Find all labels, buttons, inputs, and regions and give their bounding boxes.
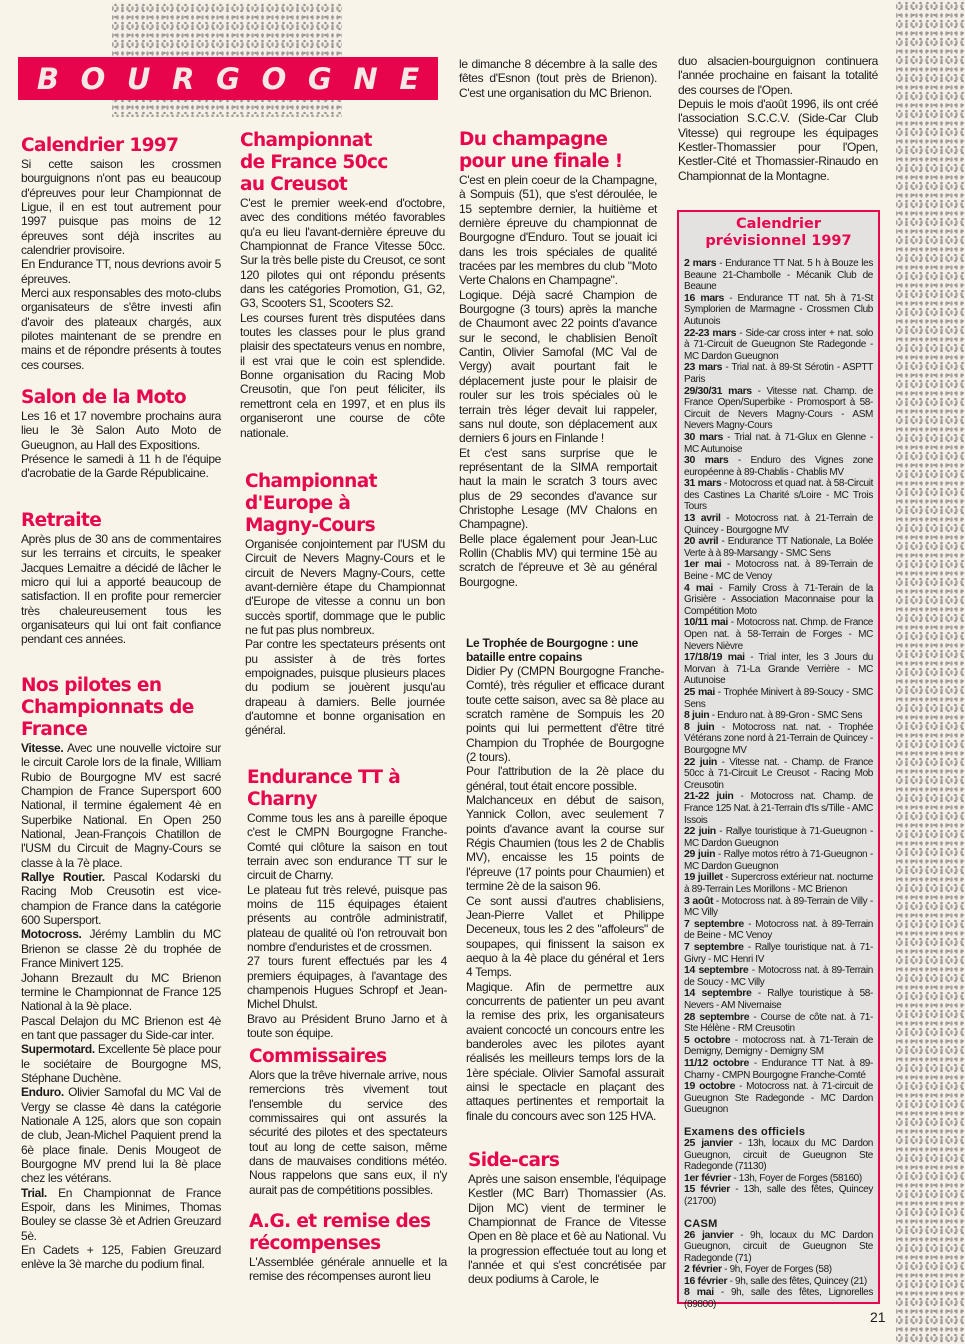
paragraph-lead: Enduro. — [21, 1085, 64, 1100]
banner-letter: N — [353, 61, 378, 96]
calendar-entry-text: Vitesse nat. - Champ. de France 50cc à 71-Circuit Le Creusot - Racing Mob Creusotin — [684, 756, 874, 791]
calendar-entry — [684, 1184, 873, 1207]
calendar-entry — [684, 455, 873, 478]
calendar-title: Calendrier prévisionnel 1997 — [705, 216, 852, 249]
calendar-entry-text: 9h, salle des fêtes, Quincey (21) — [735, 1275, 867, 1287]
calendar-entry-date: 16 mars — [684, 291, 725, 304]
separator: - — [713, 895, 722, 907]
article-retraite — [21, 510, 221, 647]
separator: - — [717, 756, 730, 768]
calendar-entry — [684, 559, 873, 582]
paragraph-lead: Motocross. — [21, 927, 82, 942]
calendar-entry-date: 1er mai — [684, 558, 722, 571]
calendar-entry-date: 5 octobre — [684, 1033, 731, 1046]
separator: - — [715, 849, 724, 861]
calendar-entry-date: 31 mars — [684, 477, 722, 490]
calendar-entry-text: Motocross nat. nat. - Trophée Vétérans zone nord à 21-Terrain de Quincey - Bourgogne MV — [684, 721, 873, 756]
paragraph-text: En Championnat de France Espoir, dans les Minimes, Thomas Bouley se classe 3è et Adrien Greuzard 5è. — [21, 1185, 221, 1243]
paragraph — [21, 870, 221, 927]
calendar-entry-text: Enduro des Vignes zone européenne à 89-Chablis - Chablis MV — [684, 455, 873, 478]
calendar-entry-date: 8 juin — [684, 709, 710, 722]
paragraph — [21, 971, 221, 1014]
calendar-entry-date: 26 janvier — [684, 1228, 734, 1241]
paragraph: Présence le samedi à 11 h de l'équipe d'acrobatie de la Garde Républicaine. — [21, 452, 221, 481]
paragraph: 27 tours furent effectués par les 4 premiers équipages, à l'avantage des champenois Hugues Schropf et Jean-Michel Dhulst. — [247, 954, 447, 1012]
separator: - — [733, 791, 751, 803]
calendar-entry-text: Motocross nat. à 71-circuit de Gueugnon Ste Radegonde - MC Dardon Gueugnon — [684, 1081, 873, 1116]
calendar-entry-text: Enduro nat. à 89-Gron - SMC Sens — [717, 710, 863, 722]
section-banner — [18, 57, 438, 100]
calendar-entry — [684, 757, 873, 792]
calendar-entry-text: Motocross nat. Chmp. de France Open nat. à 58-Terrain de Forges - MC Nevers Nièvre — [684, 617, 873, 652]
calendar-entry-date: 19 juillet — [684, 871, 723, 884]
calendar-entry-text: Rallye touristique à 58-Nevers - AM Nivernaise — [684, 988, 873, 1011]
banner-letter: G — [307, 61, 332, 96]
calendar-entry — [684, 386, 873, 432]
calendar-entry-text: Endurance TT Nat. à 89-Charny - CMPN Bourgogne Franche-Comté — [684, 1057, 873, 1081]
separator: - — [714, 686, 724, 698]
calendar-entry — [684, 791, 873, 826]
banner-letter: O — [261, 61, 287, 96]
speckle-texture-right-edge — [896, 0, 965, 1344]
separator: - — [751, 385, 767, 397]
separator: - — [749, 1057, 762, 1069]
calendar-entry-text: Motocross nat. Champ. de France 125 Nat. à 21-Terrain d'Is s/Tille - AMC Issois — [684, 791, 873, 826]
paragraph-lead: Supermotard. — [21, 1042, 95, 1057]
article-sidecars — [468, 1150, 666, 1287]
calendar-entry — [684, 293, 873, 328]
article-calendrier — [21, 135, 221, 372]
paragraph: Et c'est sans surprise que le représentant de la SIMA remportait haut la main le scratch 3 tours avec plus de 29 secondes d'avance sur Christophe Lesage (MV Chalons en Champagne). — [459, 445, 657, 532]
paragraph-text: En Cadets + 125, Fabien Greuzard enlève la 3è marche du podium final. — [21, 1243, 221, 1272]
calendar-entry — [684, 478, 873, 513]
calendar-entry-text: Endurance TT Nat. 5 h à Bouze les Beaune 21-Chambolle - Mécanik Club de Beaune — [684, 258, 873, 293]
calendar-entry-text: Motocross nat. à 89-Terrain de Beine - MC de Venoy — [684, 559, 874, 583]
paragraph: Bravo au Président Bruno Jarno et à toute son équipe. — [247, 1011, 447, 1041]
separator: - — [721, 559, 736, 571]
article-champagne — [459, 129, 657, 589]
article-title: Endurance TT à Charny — [247, 767, 401, 810]
calendar-entry-date: 2 février — [684, 1263, 722, 1276]
calendar-entry-text: 13h, Foyer de Forges (58160) — [738, 1172, 862, 1184]
banner-letter: R — [172, 61, 195, 96]
calendar-entry-date: 25 mai — [684, 685, 715, 698]
article-title: Championnat d'Europe à Magny-Cours — [245, 471, 377, 536]
calendar-entry-text: 13h, salle des fêtes, Quincey (21700) — [684, 1184, 873, 1207]
article-title: Du champagne pour une finale ! — [459, 129, 623, 172]
subheading: Le Trophée de Bourgogne : une bataille entre copains — [466, 636, 638, 664]
calendar-entry — [684, 617, 873, 652]
paragraph-text: Johann Brezault du MC Brienon termine le Championnat de France 125 National à la 9è place. — [21, 970, 221, 1014]
paragraph: En Endurance TT, nous devrions avoir 5 épreuves. — [21, 257, 221, 286]
separator: - — [721, 1264, 730, 1276]
calendar-entry-date: 3 août — [684, 894, 714, 907]
separator: - — [713, 1287, 731, 1299]
calendar-entry-date: 2 mars — [684, 257, 717, 269]
paragraph: Les 16 et 17 novembre prochains aura lieu le 3è Salon Auto Moto de Gueugnon, au Hall des Expositions. — [21, 409, 221, 452]
paragraph: Comme tous les ans à pareille époque c'est le CMPN Bourgogne Franche-Comté qui clôture la saison en tout terrain avec son endurance TT sur le circuit de Charny. — [247, 811, 447, 883]
paragraph: Malchanceux en début de saison, Yannick Collon, avec seulement 7 points d'avance avant la course sur Régis Chaumien (tous les 2 de Chablis MV), encaisse les 15 points de l'épreuve (17 points pour Chaumien) et termine 2è de la saison 96. — [466, 793, 664, 894]
calendar-entry-date: 15 février — [684, 1183, 731, 1196]
paragraph: Pour l'attribution de la 2è place du général, tout était encore possible. — [466, 764, 664, 793]
calendar-entry-date: 20 avril — [684, 535, 719, 548]
calendar-section — [684, 1126, 873, 1208]
paragraph: C'est le premier week-end d'octobre, avec des conditions météo favorables qu'a eu lieu l'avant-dernière épreuve du Championnat de France Vitesse 50cc. Sur la très belle piste du Creusot, ce sont 120 pilotes qui ont répondu présents dans les catégories Promotion, G1, G2, G3, Scooters S1, Scooters S2. — [240, 196, 445, 311]
article-title: Salon de la Moto — [21, 387, 187, 408]
calendar-entry — [684, 687, 873, 710]
calendar-entry — [684, 328, 873, 363]
separator: - — [736, 327, 746, 339]
calendar-entry-text: Motocross nat. à 89-Terrain de Soucy - MC Villy — [684, 965, 873, 988]
calendar-entry-date: 8 juin — [684, 720, 715, 733]
article-trophee — [466, 636, 664, 1123]
banner-letter: E — [399, 61, 420, 96]
article-commissaires — [249, 1046, 447, 1197]
paragraph: Alors que la trêve hivernale arrive, nous remercions très vivement tout l'ensemble du service des commissaires qui ont assurés la sécurité des pilotes et des spectateurs tout au long de cette saison, même dans de mauvaises conditions météo. Nous rappelons que sans eux, il n'y aurait pas de compétitions possibles. — [249, 1068, 447, 1197]
separator: - — [712, 582, 729, 594]
calendar-entry-date: 16 février — [684, 1274, 728, 1287]
calendar-entry-date: 29 juin — [684, 848, 716, 861]
paragraph: Les courses furent très disputées dans toutes les classes pour le plus grand plaisir des spectateurs venus en nombre, il est vrai que le coin est splendide. Bonne organisation du Racing Mob Creusotin, que l'on peut féliciter, ils remettront cela en 1997, et en plus ils organiseront une course de côte nationale. — [240, 310, 445, 440]
calendar-entry-text: Motocross et quad nat. à 58-Circuit des Castines La Charité s/Loire - MC Trois Tours — [684, 478, 873, 513]
article-title: Side-cars — [468, 1150, 560, 1171]
calendar-entry-date: 22 juin — [684, 825, 716, 838]
paragraph: Après une saison ensemble, l'équipage Kestler (MC Barr) Thomassier (As. Dijon MC) vient de terminer le Championnat de France de Vitesse Open en 8è place et 6è au National. Vu la progression effectuée tout au long et l'année et qui s'est concrétisée par deux podiums à Carole, le — [468, 1172, 666, 1287]
calendar-entry — [684, 536, 873, 559]
separator: - — [733, 1229, 751, 1241]
banner-letter: B — [36, 61, 59, 96]
calendar-entry-date: 10/11 mai — [684, 616, 728, 629]
calendar-entry — [684, 432, 873, 455]
article-title: Commissaires — [249, 1046, 387, 1067]
calendar-entry — [684, 1058, 873, 1081]
paragraph — [21, 1042, 221, 1085]
article-ag — [249, 1211, 447, 1284]
separator: - — [714, 721, 733, 733]
paragraph: Logique. Déjà sacré Champion de Bourgogne (3 tours) après la manche de Chaumont avec 22 points d'avance sur le second, le chablisien Benoît Cantin, Olivier Samofal (MC Val de Vergy) avait pourtant fait le déplacement juste pour le plaisir de rouler sur les trois spéciales où le terrain très léger devait lui rappeler, sans nul doute, son déplacement aux derniers 6 jours en Finlande ! — [459, 287, 657, 446]
calendar-entry — [684, 872, 873, 895]
paragraph: Depuis le mois d'août 1996, ils ont créé l'association S.C.C.V. (Side-Car Club Vitesse) qui regroupe les équipages Kestler-Thomassier pour l'Open, Kestler-Cité et Thomassier-Rinaudo en Championnat de la Montagne. — [678, 97, 878, 183]
separator: - — [715, 826, 726, 838]
calendar-entry — [684, 652, 873, 687]
calendar-entry — [684, 1081, 873, 1116]
separator: - — [716, 258, 726, 269]
calendar-entry-text: 9h, salle des fêtes, Lignorelles (89800) — [684, 1287, 873, 1311]
paragraph: L'Assemblée générale annuelle et la remise des récompenses auront lieu — [249, 1255, 447, 1284]
calendar-entry-text: Supercross extérieur nat. nocturne à 89-Terrain Les Morillons - MC Brienon — [684, 872, 873, 896]
calendar-entry-date: 7 septembre — [684, 941, 744, 954]
calendar-entry-date: 13 avril — [684, 512, 721, 525]
separator: - — [722, 431, 735, 443]
pilotes-paragraphs — [21, 741, 221, 1272]
calendar-entry-date: 28 septembre — [684, 1010, 750, 1023]
calendar-entry — [684, 1012, 873, 1035]
banner-letter: U — [126, 61, 151, 96]
separator: - — [718, 536, 728, 548]
calendar-entry-text: Motocross nat. à 89-Terrain de Villy - MC Villy — [684, 895, 873, 919]
calendar-entry-text: 9h, Foyer de Forges (58) — [729, 1264, 832, 1276]
calendar-entry-text: Course de côte nat. à 71-Ste Hélène - RM Creusotin — [684, 1011, 873, 1035]
paragraph: Magique. Afin de permettre aux concurrents de patienter un peu avant la remise des prix, les organisateurs avaient concocté un concours entre les banderoles avec les pilotes ayant réalisés les meilleurs temps lors de la 1ère spéciale. Olivier Samofal assurait ainsi le spectacle en plaçant des attaques pertinentes et remportait la finale du concours avec son 125 HVA. — [466, 979, 664, 1123]
calendar-entry-text: Motocross nat. à 21-Terrain de Quincey - Bourgogne MV — [684, 513, 874, 536]
paragraph: C'est en plein coeur de la Champagne, à Sompuis (51), que s'est déroulée, le 15 septembre dernier, la huitième et dernière épreuve du championnat de Bourgogne d'Enduro. Tout se jouait ici dans les trois spéciales de qualité tracées par les membres du club "Moto Verte Chalons en Champagne". — [459, 173, 657, 288]
separator: - — [724, 292, 738, 304]
calendar-entry-text: Endurance TT nat. 5h à 71-St Symplorien de Marmagne - Crossmen Club Autunois — [684, 292, 873, 327]
article-creusot — [240, 130, 445, 440]
paragraph: Par contre les spectateurs présents ont pu assister à de très fortes empoignades, puisque plusieurs places du podium se jouèrent jusqu'au drapeau à damiers. Belle journée d'automne et bonne organisation en général. — [245, 637, 445, 738]
calendar-entry-text: Vitesse nat. Champ. de France Open/Superbike - Promosport à 58-Circuit de Nevers Magny-Cours - ASM Nevers Magny-Cours — [684, 385, 873, 432]
calendar-section — [684, 1218, 873, 1311]
separator: - — [727, 617, 737, 629]
calendar-entry-date: 8 mai — [684, 1286, 714, 1299]
paragraph — [21, 1186, 221, 1243]
calendar-sections — [684, 1126, 873, 1311]
calendar-entries — [684, 258, 873, 1116]
calendar-entry-date: 30 mars — [684, 430, 723, 443]
paragraph: Belle place également pour Jean-Luc Rollin (Chablis MV) qui termine 15è au scratch de l'épreuve et 3è au général Bourgogne. — [459, 531, 657, 589]
article-pilotes — [21, 675, 221, 1272]
calendar-entry-date: 7 septembre — [684, 917, 744, 930]
separator: - — [732, 1137, 748, 1149]
calendar-entry — [684, 826, 873, 849]
calendar-section-title: Examens des officiels — [684, 1125, 806, 1138]
separator: - — [721, 478, 730, 490]
calendar-entry-text: 13h, locaux du MC Dardon Gueugnon, circuit de Gueugnon Ste Radegonde (71130) — [684, 1137, 874, 1173]
calendar-entry-text: Rallye touristique à 71-Gueugnon - MC Dardon Gueugnon — [684, 826, 874, 849]
paragraph — [21, 1243, 221, 1272]
calendar-entry — [684, 1035, 873, 1058]
paragraph-text: Pascal Kodarski du Racing Mob Creusotin est vice-champion de France dans la catégorie 600 Supersport. — [21, 870, 221, 928]
article-title: Calendrier 1997 — [21, 135, 179, 156]
paragraph: Organisée conjointement par l'USM du Circuit de Nevers Magny-Cours et le circuit de Nevers Magny-Cours, cette avant-dernière étape du Championnat d'Europe de vitesse a connu un bon succès sportif, dommage que le public ne fut pas plus nombreux. — [245, 537, 445, 638]
article-title: Nos pilotes en Championnats de France — [21, 675, 194, 740]
calendar-section-title: CASM — [684, 1217, 718, 1230]
calendar-entry-date: 23 mars — [684, 361, 723, 374]
separator: - — [722, 872, 731, 884]
calendar-entry — [684, 896, 873, 919]
calendar-entry-text: Motocross nat. à 89-Terrain de Beine - MC Venoy — [684, 918, 873, 942]
calendar-entry-text: Trial inter, les 3 Jours du Morvan à 71-La Grande Verrière - MC Autunoise — [684, 652, 873, 687]
separator: - — [748, 965, 759, 977]
calendar-entry — [684, 919, 873, 942]
separator: - — [749, 1011, 761, 1023]
paragraph: Merci aux responsables des moto-clubs organisateurs de s'être investi afin d'avoir des plateaux chargés, aux pilotes maintenant de se prendre en mains et de répondre présents à toutes ces courses. — [21, 286, 221, 372]
calendar-entry-text: Rallye motos rétro à 71-Gueugnon - MC Dardon Gueugnon — [684, 849, 873, 872]
calendar-entry-date: 22-23 mars — [684, 326, 737, 339]
paragraph: Le plateau fut très relevé, puisque pas moins de 115 équipages étaient présents au contrôle administratif, plateau de qualité où l'on retrouvait bon nombre d'enduristes et de crossmen. — [247, 882, 447, 955]
banner-letter: O — [80, 61, 106, 96]
page-number: 21 — [870, 1309, 886, 1325]
calendar-box — [677, 210, 880, 1311]
paragraph-lead: Trial. — [21, 1185, 47, 1200]
calendar-entry — [684, 1138, 873, 1173]
calendar-entry — [684, 1230, 873, 1265]
paragraph — [21, 1014, 221, 1043]
article-europe — [245, 471, 445, 738]
calendar-entry-date: 11/12 octobre — [684, 1056, 749, 1069]
calendar-entry-date: 14 septembre — [684, 964, 749, 977]
calendar-entry-date: 1er février — [684, 1171, 731, 1184]
separator: - — [730, 1184, 744, 1196]
paragraph — [21, 741, 221, 870]
paragraph-text: Excellente 5è place pour le sociétaire de Bourgogne MS, Stéphane Duchène. — [21, 1042, 221, 1085]
calendar-entry — [684, 258, 873, 293]
separator: - — [727, 1275, 736, 1287]
article-ag-continued — [459, 57, 657, 100]
calendar-entry-date: 14 septembre — [684, 987, 752, 1000]
paragraph: Ce sont aussi d'autres chablisiens, Jean-Pierre Vallet et Philippe Deceneux, tous les 2 des "affoleurs" de soupapes, qui finissent la saison ex aequo à la 4è place du général et 1ers 4 Temps. — [466, 893, 664, 980]
calendar-entry — [684, 1287, 873, 1310]
calendar-entry-text: Endurance TT Nationale, La Bolée Verte à à 89-Marsangy - SMC Sens — [684, 536, 873, 559]
paragraph: duo alsacien-bourguignon continuera l'année prochaine en faisant la totalité des courses de l'Open. — [678, 54, 878, 97]
paragraph-text: Olivier Samofal du MC Val de Vergy se classe 4è dans la catégorie Nationale A 125, alors que son copain de club, Jean-Michel Paquient prend la 6è place finale. Denis Mougeot de Bourgogne MV prend lui la 8è place chez les vétérans. — [21, 1085, 221, 1186]
calendar-entry-date: 17/18/19 mai — [684, 651, 745, 664]
calendar-entry — [684, 849, 873, 872]
article-sidecars-continued — [678, 54, 878, 183]
calendar-entry-text: motocross nat. à 71-Terain de Demigny, Demigny - Demigny SM — [684, 1034, 873, 1058]
calendar-entry-text: Trial nat. à 89-St Sérotin - ASPTT Paris — [684, 362, 874, 385]
banner-letter: G — [216, 61, 240, 96]
calendar-entry-text: Family Cross à 71-Terain de la Grisière - Association Maconnaise pour la Compétition Moto — [684, 582, 873, 617]
calendar-entry — [684, 583, 873, 618]
paragraph: le dimanche 8 décembre à la salle des fêtes d'Esnon (tout près de Brienon). C'est une organisation du MC Brienon. — [459, 57, 657, 100]
paragraph — [21, 1085, 221, 1185]
calendar-entry-date: 22 juin — [684, 755, 717, 768]
calendar-entry-text: Rallye touristique nat. à 71-Givry - MC Henri IV — [684, 942, 873, 965]
calendar-entry — [684, 965, 873, 988]
paragraph-lead: Rallye Routier. — [21, 870, 105, 885]
separator: - — [735, 1081, 747, 1093]
calendar-entry-date: 25 janvier — [684, 1136, 733, 1149]
separator: - — [744, 652, 759, 664]
calendar-entry — [684, 988, 873, 1011]
separator: - — [743, 942, 755, 954]
calendar-entry — [684, 722, 873, 757]
article-title: Championnat de France 50cc au Creusot — [240, 130, 388, 195]
calendar-entry — [684, 513, 873, 536]
separator: - — [709, 710, 718, 722]
article-title: Retraite — [21, 510, 102, 531]
separator: - — [730, 1172, 739, 1184]
calendar-entry-date: 4 mai — [684, 581, 713, 594]
article-salon — [21, 387, 221, 481]
separator: - — [728, 455, 751, 467]
calendar-entry-text: 9h, locaux du MC Dardon Gueugnon, circuit de Gueugnon Ste Radegonde (71) — [684, 1229, 873, 1264]
calendar-entry-date: 29/30/31 mars — [684, 384, 752, 397]
separator: - — [720, 513, 735, 525]
article-charny — [247, 767, 447, 1041]
separator: - — [722, 362, 732, 374]
separator: - — [751, 988, 768, 1000]
separator: - — [743, 918, 756, 930]
paragraph-text: Avec une nouvelle victoire sur le circuit Carole lors de la finale, William Rubio de Bourgogne MV est sacré Champion de France Supersport 600 National, il termine également 4è en Superbike National. En Open 250 National, Jean-François Chatillon de l'USM du Circuit de Magny-Cours se classe à la 7è place. — [21, 741, 221, 870]
calendar-entry-date: 30 mars — [684, 454, 729, 467]
calendar-entry-text: Trial nat. à 71-Glux en Glenne - MC Autunoise — [684, 431, 874, 455]
paragraph-lead: Vitesse. — [21, 741, 64, 755]
calendar-entry-text: Trophée Minivert à 89-Soucy - SMC Sens — [684, 686, 873, 710]
paragraph-text: Pascal Delajon du MC Brienon est 4è en tant que passager du Side-car inter. — [21, 1013, 221, 1042]
calendar-entry — [684, 942, 873, 965]
paragraph-text: Jérémy Lamblin du MC Brienon se classe 2è du trophée de France Minivert 125. — [21, 927, 221, 971]
separator: - — [730, 1034, 743, 1046]
paragraph: Après plus de 30 ans de commentaires sur les terrains et circuits, le speaker Jacques Lemaitre a décidé de lâcher le micro qui lui a apporté beaucoup de satisfaction. Il en profite pour remercier très chaleureusement tous les organisateurs qui lui ont fait confiance pendant ces années. — [21, 532, 221, 647]
paragraph: Didier Py (CMPN Bourgogne Franche-Comté), très régulier et efficace durant toute cette saison, avec sa 8è place au scratch ramène de Sompuis les 20 points qui lui permettent d'être titré Champion du Trophée de Bourgogne (2 tours). — [466, 664, 664, 765]
calendar-entry-text: Side-car cross inter + nat. solo à 71-Circuit de Gueugnon Ste Radegonde - MC Dardon Gueugnon — [684, 327, 874, 362]
paragraph — [21, 927, 221, 970]
calendar-entry — [684, 362, 873, 385]
calendar-entry-date: 21-22 juin — [684, 790, 734, 803]
calendar-entry-date: 19 octobre — [684, 1080, 736, 1093]
paragraph: Si cette saison les crossmen bourguignons n'ont pas eu beaucoup d'épreuves pour leur Championnat de Ligue, il en est tout autrement pour 1997 puisque pas moins de 12 épreuves sont déjà inscrites au calendrier provisoire. — [21, 157, 221, 258]
article-title: A.G. et remise des récompenses — [249, 1211, 431, 1254]
